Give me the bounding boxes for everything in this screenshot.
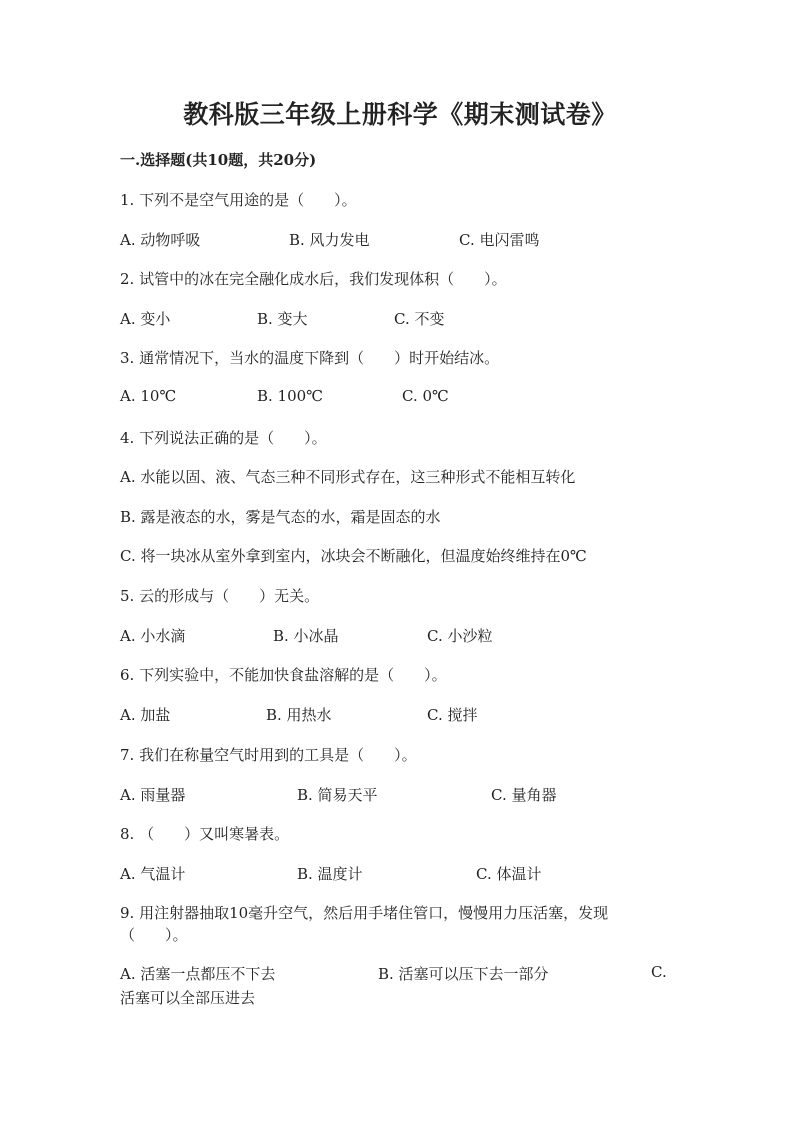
question-7: 7. 我们在称量空气时用到的工具是（ ）。 xyxy=(120,746,417,764)
q7-option-b: B. 简易天平 xyxy=(297,786,378,804)
q9-option-c-continued: 活塞可以全部压进去 xyxy=(120,989,256,1007)
q3-option-a: A. 10℃ xyxy=(120,387,177,405)
q5-option-a: A. 小水滴 xyxy=(120,627,186,645)
question-3: 3. 通常情况下，当水的温度下降到（ ）时开始结冰。 xyxy=(120,349,500,367)
q1-option-b: B. 风力发电 xyxy=(289,231,370,249)
q8-option-c: C. 体温计 xyxy=(476,865,542,883)
q6-option-b: B. 用热水 xyxy=(266,706,332,724)
question-5: 5. 云的形成与（ ）无关。 xyxy=(120,587,320,605)
q5-option-c: C. 小沙粒 xyxy=(427,627,493,645)
q5-option-b: B. 小冰晶 xyxy=(273,627,339,645)
q2-option-c: C. 不变 xyxy=(394,310,445,328)
q7-option-c: C. 量角器 xyxy=(491,786,557,804)
q6-option-c: C. 搅拌 xyxy=(427,706,478,724)
q4-option-b: B. 露是液态的水，雾是气态的水，霜是固态的水 xyxy=(120,508,441,526)
q2-option-a: A. 变小 xyxy=(120,310,171,328)
q4-option-c: C. 将一块冰从室外拿到室内，冰块会不断融化，但温度始终维持在0℃ xyxy=(120,547,587,565)
q1-option-c: C. 电闪雷鸣 xyxy=(459,231,540,249)
q4-option-a: A. 水能以固、液、气态三种不同形式存在，这三种形式不能相互转化 xyxy=(120,468,576,486)
q8-option-b: B. 温度计 xyxy=(297,865,363,883)
page-title: 教科版三年级上册科学《期末测试卷》 xyxy=(183,100,617,129)
question-9-continued: （ ）。 xyxy=(120,926,188,944)
question-2: 2. 试管中的冰在完全融化成水后，我们发现体积（ ）。 xyxy=(120,270,507,288)
q1-option-a: A. 动物呼吸 xyxy=(120,231,201,249)
q8-option-a: A. 气温计 xyxy=(120,865,186,883)
q9-option-b: B. 活塞可以压下去一部分 xyxy=(378,965,549,983)
section-heading: 一.选择题(共10题，共20分) xyxy=(120,151,317,169)
q7-option-a: A. 雨量器 xyxy=(120,786,186,804)
question-9: 9. 用注射器抽取10毫升空气，然后用手堵住管口，慢慢用力压活塞，发现 xyxy=(120,904,609,922)
q6-option-a: A. 加盐 xyxy=(120,706,171,724)
question-1: 1. 下列不是空气用途的是（ ）。 xyxy=(120,191,357,209)
q9-option-c: C. xyxy=(651,963,667,981)
q9-option-a: A. 活塞一点都压不下去 xyxy=(120,965,276,983)
q2-option-b: B. 变大 xyxy=(257,310,308,328)
q3-option-b: B. 100℃ xyxy=(257,387,323,405)
question-6: 6. 下列实验中，不能加快食盐溶解的是（ ）。 xyxy=(120,666,447,684)
q3-option-c: C. 0℃ xyxy=(402,387,449,405)
question-4: 4. 下列说法正确的是（ ）。 xyxy=(120,429,327,447)
question-8: 8. （ ）又叫寒暑表。 xyxy=(120,825,290,843)
